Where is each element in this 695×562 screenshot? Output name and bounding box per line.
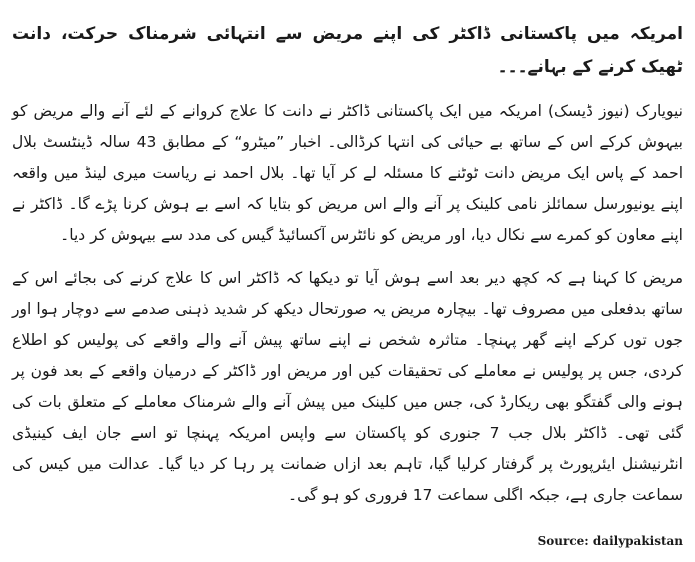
news-article bbox=[12, 8, 683, 556]
article-paragraph-1: نیویارک (نیوز ڈیسک) امریکہ میں ایک پاکستانی ڈاکٹر نے دانت کا علاج کروانے کے لئے آنے والے مریض کو بیہوش کرکے اس کے ساتھ بے حیائی کی انتہا کرڈالی۔ اخبار ”میٹرو“ کے مطابق 43 سالہ ڈینٹسٹ بلال احمد کے پاس ایک مریض دانت ٹوٹنے کا مسئلہ لے کر آیا تھا۔ بلال احمد نے ریاست میری لینڈ میں واقعہ اپنے یونیورسل سمائلز نامی کلینک پر آنے والے اس مریض کو بتایا کہ اسے بے ہوش کرنا پڑے گا۔ ڈاکٹر نے اپنے معاون کو کمرے سے نکال دیا، اور مریض کو نائٹرس آکسائیڈ گیس کی مدد سے بیہوش کر دیا۔ bbox=[12, 102, 683, 244]
source-credit: Source: dailypakistan bbox=[537, 534, 683, 548]
article-paragraph-2: مریض کا کہنا ہے کہ کچھ دیر بعد اسے ہوش آیا تو دیکھا کہ ڈاکٹر اس کا علاج کرنے کی بجائے اس کے ساتھ بدفعلی میں مصروف تھا۔ بیچارہ مریض یہ صورتحال دیکھ کر شدید ذہنی صدمے سے دوچار ہوا اور جوں توں کرکے اپنے گھر پہنچا۔ متاثرہ شخص نے اپنے ساتھ پیش آنے والے واقعے کی پولیس کو اطلاع کردی، جس پر پولیس نے معاملے کی تحقیقات کیں اور مریض اور ڈاکٹر کے درمیان واقعے کے بعد فون پر ہونے والی گفتگو بھی ریکارڈ کی، جس میں کلینک میں پیش آنے والے شرمناک معاملے کے متعلق بات کی گئی تھی۔ ڈاکٹر بلال جب 7 جنوری کو پاکستان سے واپس امریکہ پہنچا تو اسے جان ایف کینیڈی انٹرنیشنل ایئرپورٹ پر گرفتار کرلیا گیا، تاہم بعد ازاں ضمانت پر رہا کر دیا گیا۔ عدالت میں کیس کی سماعت جاری ہے، جبکہ اگلی سماعت 17 فروری کو ہو گی۔ bbox=[12, 269, 683, 504]
article-headline: امریکہ میں پاکستانی ڈاکٹر کی اپنے مریض سے انتہائی شرمناک حرکت، دانت ٹھیک کرنے کے بہانے۔۔۔ bbox=[12, 24, 683, 77]
